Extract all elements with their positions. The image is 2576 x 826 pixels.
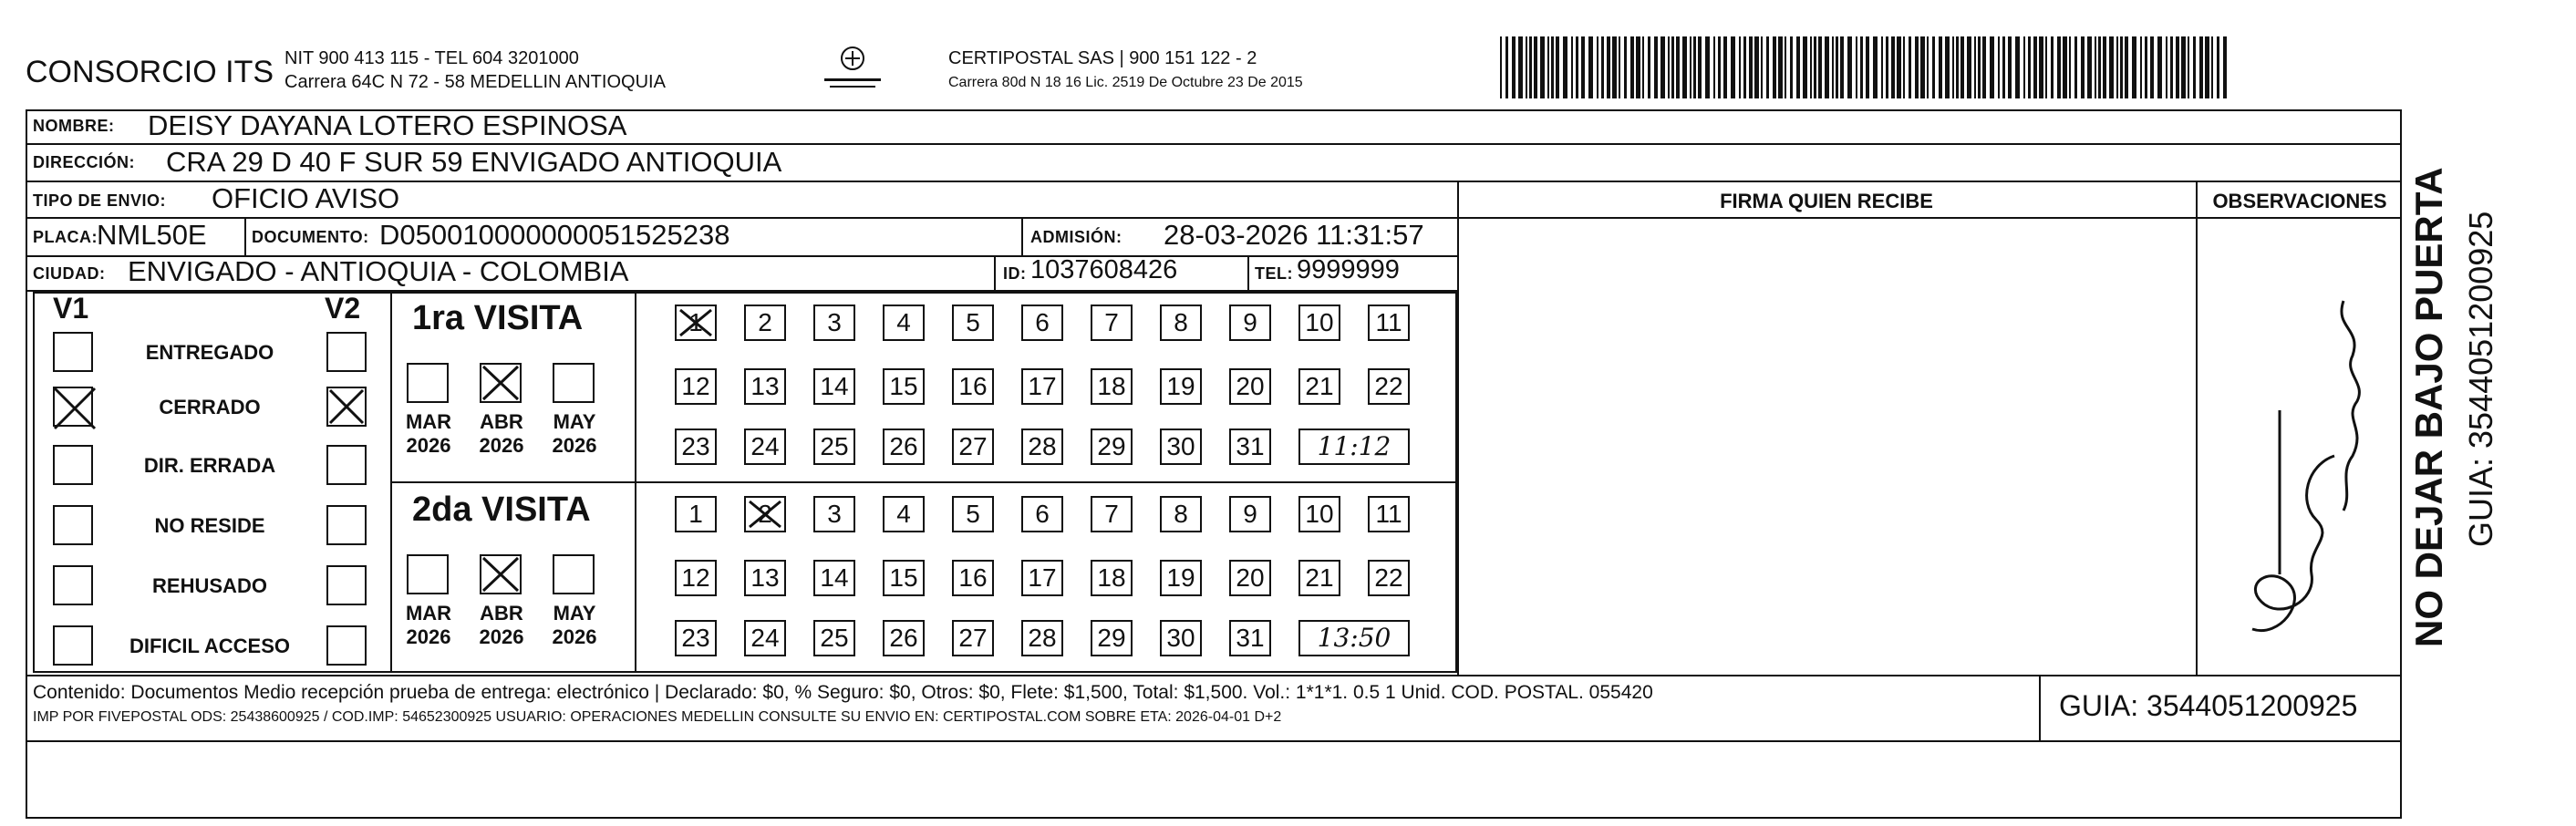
day-box[interactable]: 6 [1021,305,1063,341]
barcode-bar [2157,36,2162,98]
barcode-bar [1630,36,1634,98]
v2-checkbox[interactable] [326,625,367,666]
barcode-bar [1866,36,1869,98]
tel-label: TEL: [1255,264,1293,283]
month-label: ABR 2026 [479,410,524,457]
day-box[interactable]: 4 [883,305,925,341]
barcode-bar [2170,36,2173,98]
month-checkbox[interactable] [407,554,449,594]
barcode-bar [1698,36,1702,98]
nombre-label: NOMBRE: [33,117,115,135]
day-box[interactable]: 23 [675,620,717,656]
ciudad-value: ENVIGADO - ANTIOQUIA - COLOMBIA [128,255,629,287]
barcode-bar [1526,36,1527,98]
status-option-label: ENTREGADO [145,341,274,364]
barcode-bar [2211,36,2213,98]
v1-checkbox[interactable] [53,387,93,427]
day-box[interactable]: 3 [813,305,855,341]
barcode-bar [1563,36,1567,98]
day-box[interactable]: 20 [1229,560,1271,596]
side-warning: NO DEJAR BAJO PUERTA [2407,167,2450,647]
certipostal-logo [821,40,885,100]
barcode-bar [1881,36,1883,98]
status-option-label: CERRADO [159,396,261,418]
barcode-bar [2095,36,2096,98]
day-box[interactable]: 1 [675,496,717,532]
day-box[interactable]: 17 [1021,560,1063,596]
day-box[interactable]: 26 [883,620,925,656]
barcode-bar [2199,36,2203,98]
barcode-bar [2150,36,2154,98]
tear-strip [26,742,2402,819]
barcode-bar [2008,36,2012,98]
barcode-bar [1654,36,1658,98]
day-box[interactable]: 24 [744,620,786,656]
barcode-bar [1967,36,1971,98]
footer-guia: GUIA: 3544051200925 [2059,689,2358,722]
barcode-bar [2205,36,2209,98]
day-box[interactable]: 18 [1091,560,1133,596]
barcode-bar [2223,36,2227,98]
barcode-bar [1624,36,1627,98]
barcode-bar [2015,36,2020,98]
firma-header: FIRMA QUIEN RECIBE [1720,190,1933,212]
day-box[interactable]: 13 [744,368,786,405]
day-box[interactable]: 29 [1091,620,1133,656]
day-box[interactable]: 20 [1229,368,1271,405]
day-box[interactable]: 19 [1160,368,1202,405]
status-option-label: NO RESIDE [154,514,265,537]
barcode-bar [2188,36,2189,98]
visit-time[interactable]: 13:50 [1298,620,1410,656]
barcode-bar [1778,36,1783,98]
barcode-bar [2132,36,2136,98]
barcode-bar [1945,36,1950,98]
barcode-bar [1915,36,1919,98]
barcode-bar [1785,36,1786,98]
barcode [1500,36,2229,98]
barcode-bar [1998,36,2000,98]
day-box[interactable]: 28 [1021,620,1063,656]
day-box[interactable]: 19 [1160,560,1202,596]
barcode-bar [1810,36,1812,98]
day-box[interactable]: 18 [1091,368,1133,405]
direccion-value: CRA 29 D 40 F SUR 59 ENVIGADO ANTIOQUIA [166,146,782,178]
barcode-bar [1576,36,1578,98]
documento-value: D050010000000051525238 [379,219,730,251]
barcode-bar [2140,36,2142,98]
barcode-bar [1534,36,1537,98]
placa-label: PLACA: [33,228,98,246]
day-box[interactable]: 7 [1091,496,1133,532]
admision-label: ADMISIÓN: [1030,228,1122,246]
day-box[interactable]: 1 [675,305,717,341]
barcode-bar [2033,36,2037,98]
barcode-bar [1676,36,1680,98]
day-box[interactable]: 11 [1368,305,1410,341]
barcode-bar [2103,36,2106,98]
barcode-bar [1551,36,1554,98]
barcode-bar [1773,36,1776,98]
barcode-bar [1932,36,1935,98]
barcode-bar [2120,36,2123,98]
month-checkbox[interactable] [480,363,522,403]
barcode-bar [1556,36,1559,98]
barcode-bar [1790,36,1793,98]
carrier-name: CERTIPOSTAL SAS | 900 151 122 - 2 [948,48,1257,68]
day-box[interactable]: 5 [952,305,994,341]
barcode-bar [1512,36,1516,98]
barcode-bar [2116,36,2118,98]
barcode-bar [1743,36,1746,98]
barcode-bar [1588,36,1593,98]
barcode-bar [1642,36,1644,98]
day-box[interactable]: 22 [1368,560,1410,596]
month-label: MAR 2026 [405,602,452,648]
barcode-bar [1956,36,1959,98]
handwritten-signature [2207,274,2389,656]
barcode-bar [2057,36,2061,98]
barcode-bar [2217,36,2219,98]
barcode-bar [2069,36,2071,98]
id-label: ID: [1003,264,1027,283]
barcode-bar [2045,36,2047,98]
barcode-bar [1920,36,1925,98]
barcode-bar [1518,36,1523,98]
barcode-bar [1668,36,1670,98]
barcode-bar [2166,36,2167,98]
barcode-bar [1814,36,1816,98]
barcode-bar [1754,36,1759,98]
barcode-bar [1897,36,1901,98]
day-box[interactable]: 15 [883,368,925,405]
v1-checkbox[interactable] [53,445,93,485]
day-box[interactable]: 8 [1160,305,1202,341]
barcode-bar [1847,36,1852,98]
company-nit: NIT 900 413 115 - TEL 604 3201000 [284,48,579,68]
check-mark-icon [480,363,522,408]
barcode-bar [2063,36,2067,98]
barcode-bar [1952,36,1954,98]
day-box[interactable]: 29 [1091,428,1133,465]
day-box[interactable]: 25 [813,620,855,656]
company-name: CONSORCIO ITS [26,55,274,89]
day-box[interactable]: 13 [744,560,786,596]
barcode-bar [1982,36,1986,98]
day-box[interactable]: 16 [952,560,994,596]
v2-header: V2 [325,292,361,325]
barcode-bar [2109,36,2114,98]
barcode-bar [2181,36,2186,98]
day-box[interactable]: 24 [744,428,786,465]
barcode-bar [1761,36,1763,98]
nombre-value: DEISY DAYANA LOTERO ESPINOSA [148,109,627,141]
visit-time[interactable]: 11:12 [1298,428,1410,465]
barcode-bar [2087,36,2092,98]
barcode-bar [1766,36,1769,98]
day-box[interactable]: 14 [813,560,855,596]
barcode-bar [1909,36,1911,98]
day-box[interactable]: 3 [813,496,855,532]
month-checkbox[interactable] [553,363,595,403]
day-box[interactable]: 27 [952,620,994,656]
barcode-bar [1840,36,1844,98]
admision-value: 28-03-2026 11:31:57 [1164,219,1424,251]
barcode-bar [1836,36,1838,98]
day-box[interactable]: 11 [1368,496,1410,532]
v2-checkbox[interactable] [326,445,367,485]
barcode-bar [1636,36,1640,98]
status-option-label: REHUSADO [152,574,267,597]
check-mark-icon [326,387,367,431]
barcode-bar [1705,36,1710,98]
day-box[interactable]: 23 [675,428,717,465]
barcode-bar [1860,36,1863,98]
barcode-bar [1571,36,1573,98]
day-box[interactable]: 10 [1298,305,1340,341]
barcode-bar [1891,36,1895,98]
day-box[interactable]: 14 [813,368,855,405]
day-box[interactable]: 9 [1229,496,1271,532]
barcode-bar [1731,36,1735,98]
day-box[interactable]: 21 [1298,560,1340,596]
barcode-bar [1739,36,1741,98]
day-box[interactable]: 16 [952,368,994,405]
id-value: 1037608426 [1030,255,1178,284]
barcode-bar [1873,36,1878,98]
barcode-bar [1974,36,1976,98]
day-box[interactable]: 26 [883,428,925,465]
side-guia: GUIA: 3544051200925 [2462,211,2499,547]
barcode-bar [1682,36,1687,98]
barcode-bar [1723,36,1727,98]
barcode-bar [1500,36,1502,98]
v1-checkbox[interactable] [53,625,93,666]
v2-checkbox[interactable] [326,332,367,372]
barcode-bar [2023,36,2025,98]
day-box[interactable]: 22 [1368,368,1410,405]
day-box[interactable]: 12 [675,368,717,405]
footer-impresion: IMP POR FIVEPOSTAL ODS: 25438600925 / COD.IMP: 54652300925 USUARIO: OPERACIONES MEDELLIN CONSULTE SU ENVIO EN: CERTIPOSTAL.COM SOBRE ETA: 2026-04-01 D+2 [33,709,1282,725]
day-box[interactable]: 15 [883,560,925,596]
tipo-value: OFICIO AVISO [212,182,400,214]
carrier-address: Carrera 80d N 18 16 Lic. 2519 De Octubre 23 De 2015 [948,75,1303,90]
barcode-bar [2193,36,2196,98]
day-box[interactable]: 30 [1160,620,1202,656]
month-label: MAY 2026 [552,602,597,648]
barcode-bar [1690,36,1691,98]
day-box[interactable]: 17 [1021,368,1063,405]
barcode-bar [1718,36,1721,98]
barcode-bar [1803,36,1807,98]
barcode-bar [1529,36,1532,98]
observaciones-header: OBSERVACIONES [2212,190,2387,212]
barcode-bar [1927,36,1929,98]
day-box[interactable]: 2 [744,305,786,341]
barcode-bar [2176,36,2179,98]
barcode-bar [2145,36,2147,98]
barcode-bar [1832,36,1834,98]
barcode-bar [1990,36,1994,98]
status-option-label: DIR. ERRADA [143,454,276,477]
barcode-bar [1960,36,1964,98]
barcode-bar [1856,36,1857,98]
day-box[interactable]: 2 [744,496,786,532]
barcode-bar [1540,36,1545,98]
barcode-bar [1886,36,1888,98]
barcode-bar [1825,36,1829,98]
barcode-bar [1978,36,1981,98]
barcode-bar [2051,36,2054,98]
barcode-bar [2074,36,2077,98]
month-label: ABR 2026 [479,602,524,648]
visit-title: 2da VISITA [412,490,591,529]
barcode-bar [1547,36,1549,98]
day-box[interactable]: 12 [675,560,717,596]
day-box[interactable]: 10 [1298,496,1340,532]
day-box[interactable]: 21 [1298,368,1340,405]
v1-checkbox[interactable] [53,565,93,605]
company-address: Carrera 64C N 72 - 58 MEDELLIN ANTIOQUIA [284,72,666,92]
day-box[interactable]: 28 [1021,428,1063,465]
barcode-bar [1581,36,1585,98]
barcode-bar [1601,36,1604,98]
day-box[interactable]: 31 [1229,620,1271,656]
check-mark-icon [480,554,522,599]
barcode-bar [1796,36,1800,98]
status-option-label: DIFICIL ACCESO [129,635,290,657]
month-label: MAY 2026 [552,410,597,457]
barcode-bar [2081,36,2085,98]
barcode-bar [2098,36,2101,98]
barcode-bar [1749,36,1753,98]
day-box[interactable]: 27 [952,428,994,465]
v2-checkbox[interactable] [326,387,367,427]
barcode-bar [1660,36,1665,98]
day-box[interactable]: 7 [1091,305,1133,341]
tel-value: 9999999 [1297,255,1400,284]
month-label: MAR 2026 [405,410,452,457]
visit-title: 1ra VISITA [412,299,584,337]
barcode-bar [1671,36,1674,98]
footer-contenido: Contenido: Documentos Medio recepción prueba de entrega: electrónico | Declarado: $0, % Seguro: $0, Otros: $0, Flete: $1,500, Total: $1,500. Vol.: 1*1*1. 0.5 1 Unid. COD. POSTAL. 055420 [33,682,1653,703]
ciudad-label: CIUDAD: [33,264,106,283]
barcode-bar [1505,36,1508,98]
month-checkbox[interactable] [553,554,595,594]
v1-checkbox[interactable] [53,505,93,545]
barcode-bar [1612,36,1617,98]
barcode-bar [1597,36,1598,98]
day-box[interactable]: 6 [1021,496,1063,532]
month-checkbox[interactable] [480,554,522,594]
day-box[interactable]: 30 [1160,428,1202,465]
day-box[interactable]: 8 [1160,496,1202,532]
documento-label: DOCUMENTO: [252,228,369,246]
barcode-bar [1619,36,1620,98]
barcode-bar [2002,36,2005,98]
day-box[interactable]: 9 [1229,305,1271,341]
day-box[interactable]: 25 [813,428,855,465]
barcode-bar [1607,36,1610,98]
barcode-bar [2039,36,2043,98]
barcode-bar [1939,36,1942,98]
v1-checkbox[interactable] [53,332,93,372]
placa-value: NML50E [97,219,207,251]
tipo-label: TIPO DE ENVIO: [33,191,167,210]
direccion-label: DIRECCIÓN: [33,153,135,171]
v2-checkbox[interactable] [326,505,367,545]
barcode-bar [1818,36,1822,98]
v2-checkbox[interactable] [326,565,367,605]
v1-header: V1 [53,292,89,325]
barcode-bar [1903,36,1905,98]
day-box[interactable]: 4 [883,496,925,532]
barcode-bar [2125,36,2128,98]
day-box[interactable]: 31 [1229,428,1271,465]
barcode-bar [1648,36,1650,98]
barcode-bar [1713,36,1715,98]
barcode-bar [1693,36,1696,98]
day-box[interactable]: 5 [952,496,994,532]
barcode-bar [2028,36,2031,98]
month-checkbox[interactable] [407,363,449,403]
